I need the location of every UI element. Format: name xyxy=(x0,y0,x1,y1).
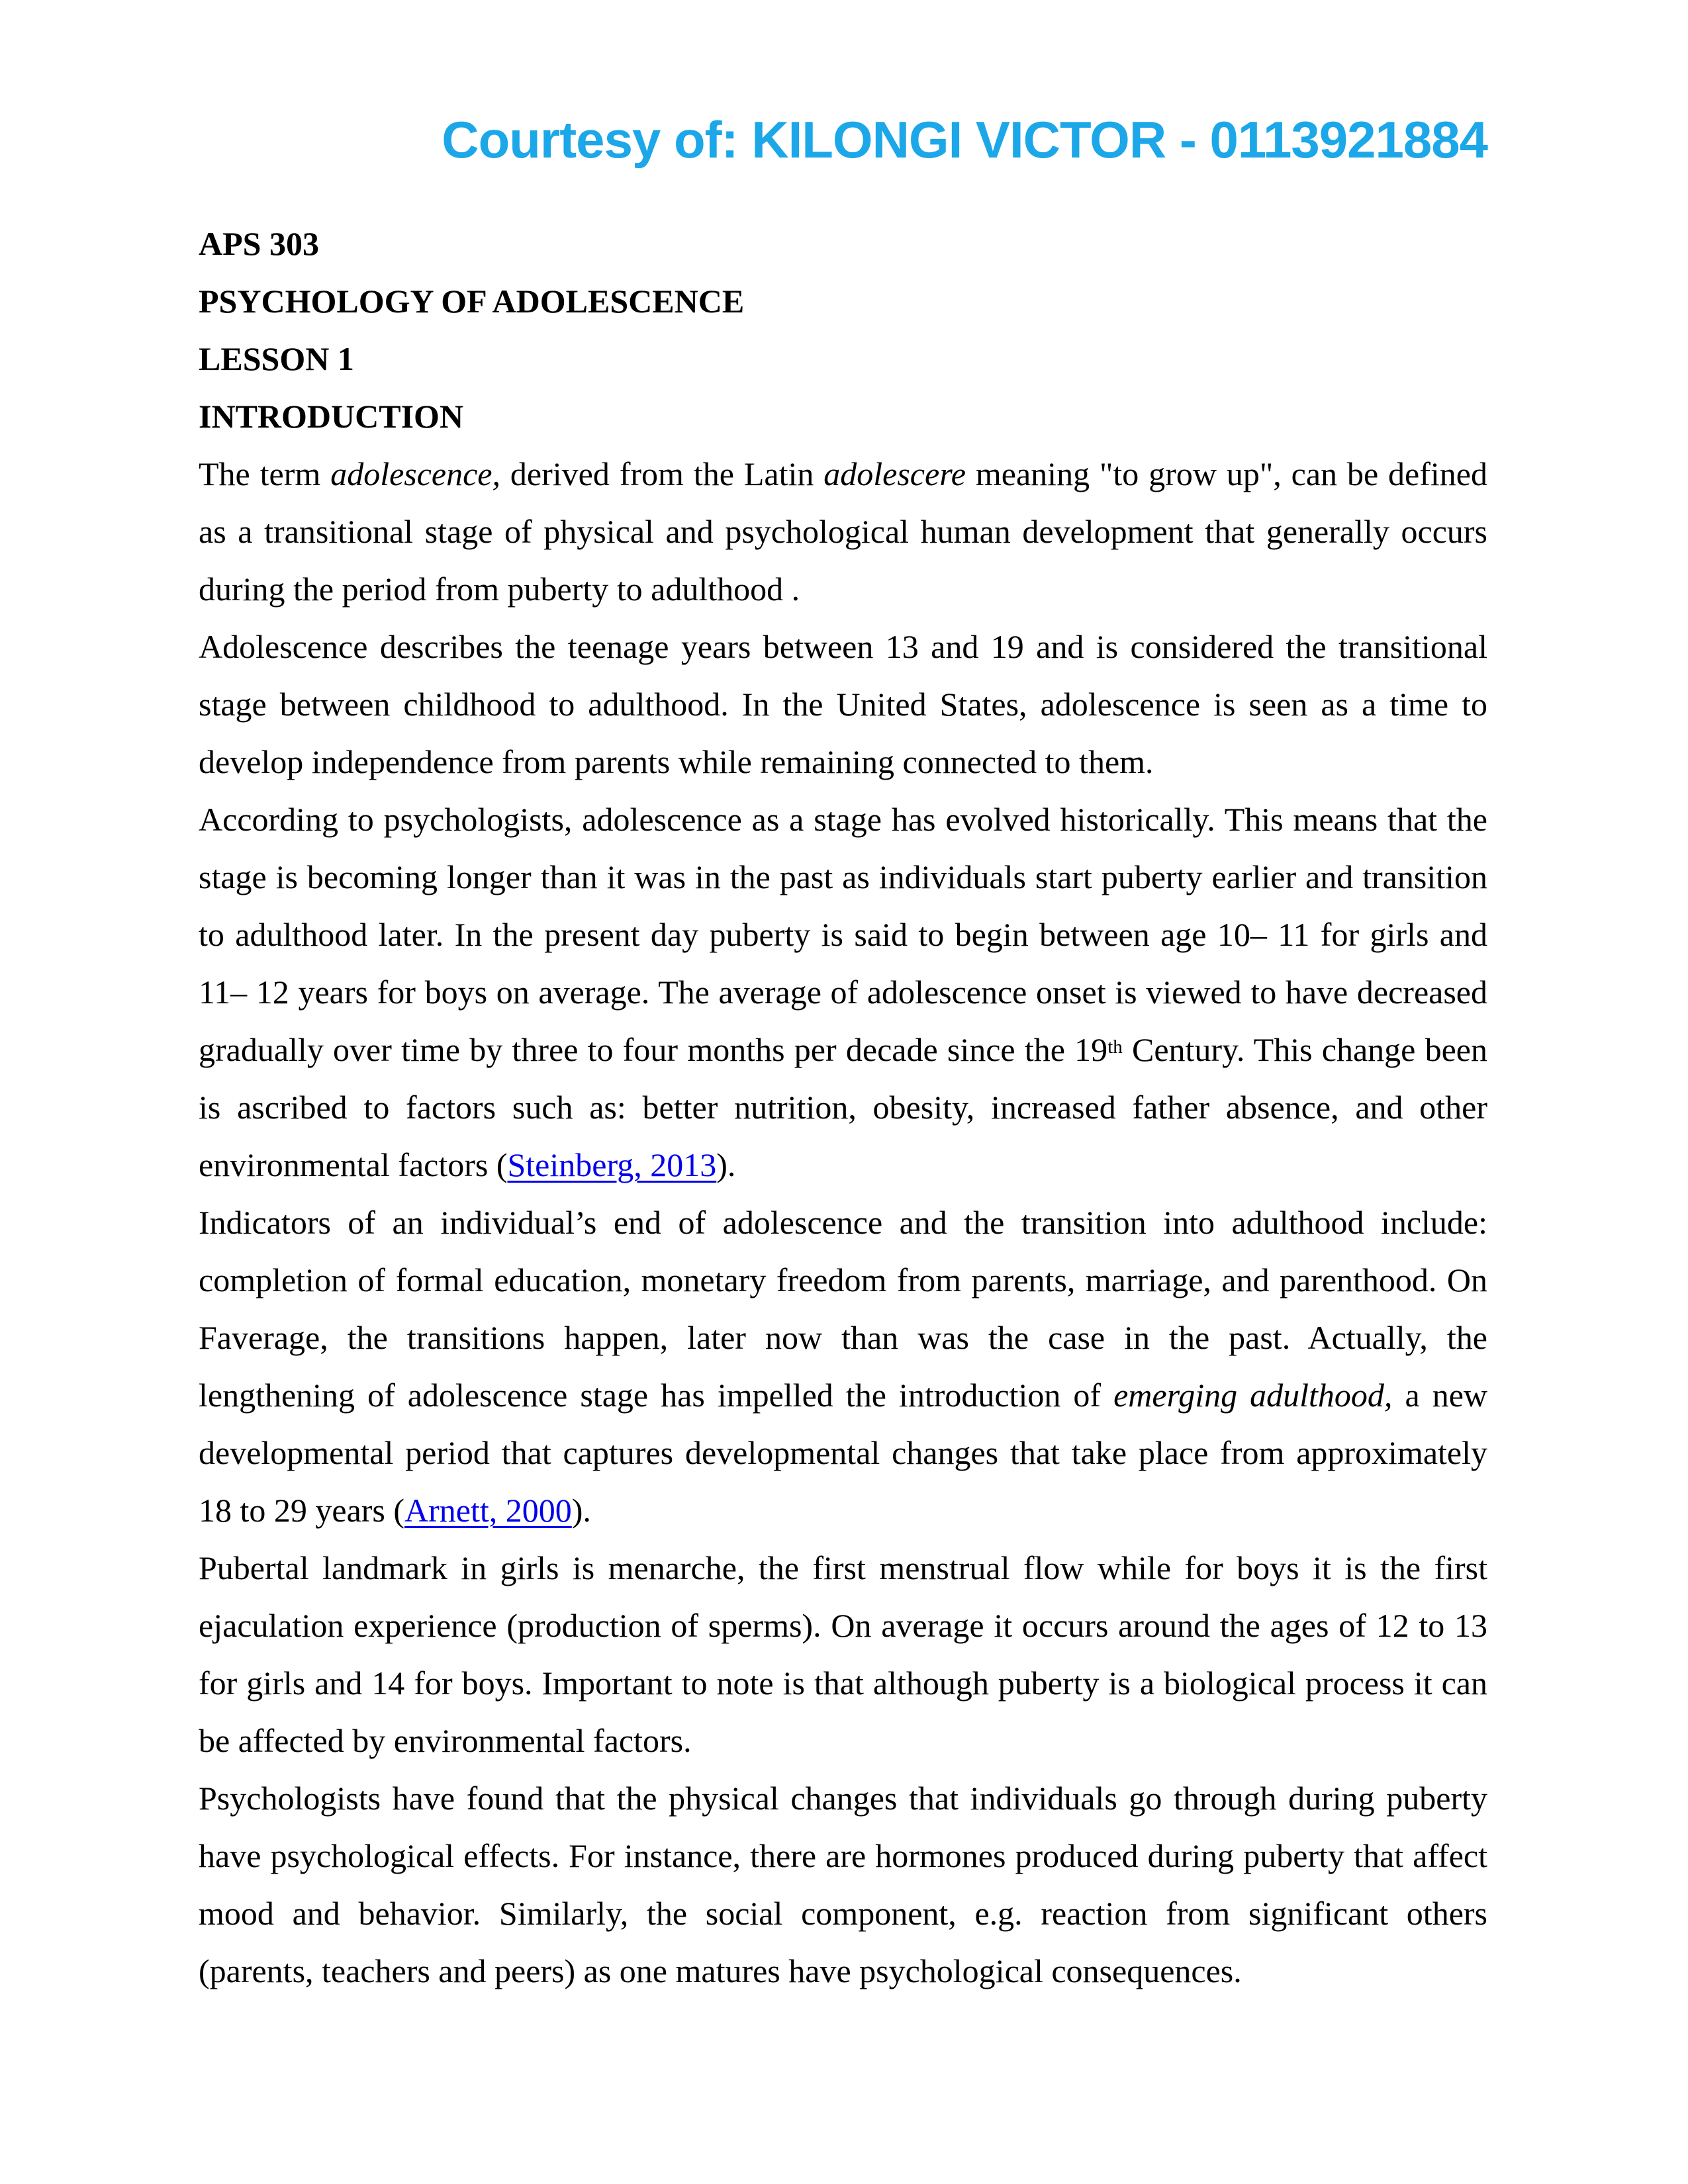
course-title-heading: PSYCHOLOGY OF ADOLESCENCE xyxy=(199,283,745,320)
text-run: meaning "to grow up", can be defined as a transitional stage of physical and psychological human development that generally occurs during the period from puberty to adulthood . xyxy=(199,455,1487,608)
citation-link-steinberg-2013[interactable]: Steinberg, 2013 xyxy=(507,1146,717,1183)
text-run: adolescere xyxy=(823,455,966,492)
text-run: According to psychologists, adolescence as a stage has evolved historically. This means that the stage is becoming longer than it was in the past as individuals start puberty earlier and transition to adulthood later. In the present day puberty is said to begin between age 10– 11 for girls and 11– 12 years for boys on average. The average of adolescence onset is viewed to have decreased gradually over time by three to four months per decade since the 19 xyxy=(199,801,1487,1068)
paragraph-teenage-years xyxy=(199,618,1487,791)
text-run: Adolescence describes the teenage years between 13 and 19 and is considered the transitional stage between childhood to adulthood. In the United States, adolescence is seen as a time to develop independence from parents while remaining connected to them. xyxy=(199,628,1487,780)
text-run: emerging adulthood, xyxy=(1113,1377,1393,1414)
text-run: Century. This change been is ascribed to factors such as: better nutrition, obesity, increased father absence, and other environmental factors ( xyxy=(199,1031,1487,1183)
text-run: Indicators of an individual’s end of adolescence and the transition into adulthood include: completion of formal education, monetary freedom from parents, marriage, and parenthood. On Faverage, the transitions happen, later now than was the case in the past. Actually, the lengthening of adolescence stage has impelled the introduction of xyxy=(199,1204,1487,1414)
text-run: derived from the Latin xyxy=(500,455,824,492)
text-run: a new developmental period that captures developmental changes that take place from approximately 18 to 29 years ( xyxy=(199,1377,1488,1529)
introduction-heading: INTRODUCTION xyxy=(199,398,464,435)
lesson-heading: LESSON 1 xyxy=(199,340,354,377)
courtesy-header: Courtesy of: KILONGI VICTOR - 0113921884 xyxy=(442,111,1487,169)
paragraph-psychological-effects xyxy=(199,1770,1487,2000)
course-code-heading: APS 303 xyxy=(199,225,319,262)
heading-block xyxy=(199,215,1487,445)
text-run: ). xyxy=(716,1146,736,1183)
citation-link-arnett-2000[interactable]: Arnett, 2000 xyxy=(404,1492,572,1529)
text-run: ). xyxy=(571,1492,591,1529)
ordinal-superscript: th xyxy=(1107,1036,1123,1058)
document-body xyxy=(199,445,1487,2000)
text-run: adolescence, xyxy=(330,455,500,492)
paragraph-definition xyxy=(199,445,1487,618)
text-run: Pubertal landmark in girls is menarche, the first menstrual flow while for boys it is the first ejaculation experience (production of sperms). On average it occurs around the ages of 12 to 13 for girls and 14 for boys. Important to note is that although puberty is a biological process it can be affected by environmental factors. xyxy=(199,1549,1487,1759)
paragraph-end-of-adolescence xyxy=(199,1194,1487,1539)
paragraph-pubertal-landmark xyxy=(199,1539,1487,1770)
text-run: Psychologists have found that the physical changes that individuals go through during puberty have psychological effects. For instance, there are hormones produced during puberty that affect mood and behavior. Similarly, the social component, e.g. reaction from significant others (parents, teachers and peers) as one matures have psychological consequences. xyxy=(199,1780,1487,1989)
text-run: The term xyxy=(199,455,331,492)
paragraph-stage-evolution xyxy=(199,791,1487,1194)
